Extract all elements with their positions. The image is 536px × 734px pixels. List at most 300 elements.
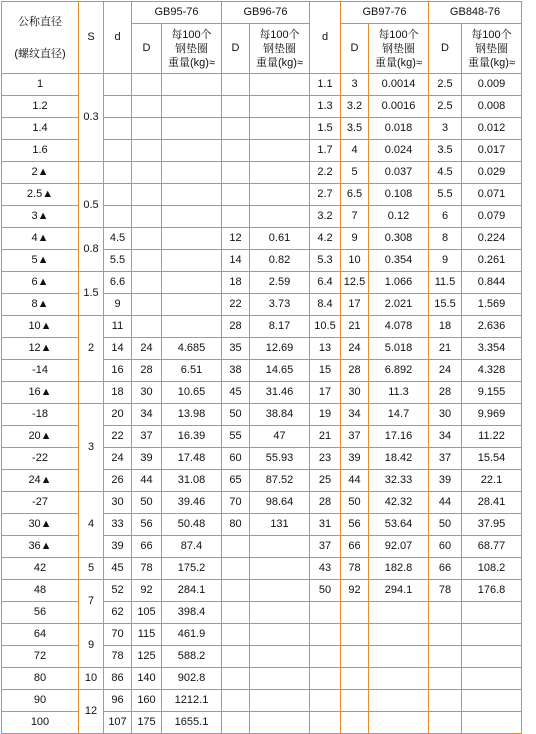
d-cell (104, 118, 132, 140)
gb848-D-cell: 4.5 (429, 162, 462, 184)
gb97-weight-cell: 0.024 (369, 140, 429, 162)
gb848-weight-cell: 0.009 (462, 74, 522, 96)
table-row (2, 404, 522, 426)
gb95-weight-cell (162, 118, 222, 140)
s-cell: 5 (79, 558, 104, 580)
d-cell: 16 (104, 360, 132, 382)
d-cell: 9 (104, 294, 132, 316)
d2-cell: 19 (310, 404, 341, 426)
table-row (2, 184, 522, 206)
gb97-D-cell (341, 646, 369, 668)
table-row (2, 162, 522, 184)
gb95-D-cell: 30 (132, 382, 162, 404)
gb848-D-cell: 5.5 (429, 184, 462, 206)
gb95-D-cell: 78 (132, 558, 162, 580)
gb97-weight-cell: 0.12 (369, 206, 429, 228)
d-cell: 5.5 (104, 250, 132, 272)
gb96-weight-cell: 38.84 (250, 404, 310, 426)
gb97-D-cell: 9 (341, 228, 369, 250)
d2-cell: 8.4 (310, 294, 341, 316)
table-row (2, 558, 522, 580)
d-cell: 33 (104, 514, 132, 536)
nominal-diameter-cell: 4▲ (2, 228, 79, 250)
gb95-weight-cell: 1212.1 (162, 690, 222, 712)
gb95-weight-cell (162, 184, 222, 206)
gb95-D-cell (132, 316, 162, 338)
nominal-diameter-cell: 2▲ (2, 162, 79, 184)
d2-cell (310, 712, 341, 734)
gb97-D-cell: 12.5 (341, 272, 369, 294)
gb848-D-cell (429, 690, 462, 712)
nominal-diameter-cell: 42 (2, 558, 79, 580)
d-cell: 96 (104, 690, 132, 712)
d-cell: 62 (104, 602, 132, 624)
gb95-weight-cell: 284.1 (162, 580, 222, 602)
gb97-weight-cell: 11.3 (369, 382, 429, 404)
gb97-weight-cell: 17.16 (369, 426, 429, 448)
s-cell: 1.5 (79, 272, 104, 316)
s-cell (79, 382, 104, 404)
s-cell: 7 (79, 580, 104, 624)
nominal-diameter-cell: -27 (2, 492, 79, 514)
gb848-D-cell: 24 (429, 360, 462, 382)
d-cell: 39 (104, 536, 132, 558)
gb96-weight-cell: 12.69 (250, 338, 310, 360)
thread-diameter-label: (螺纹直径) (14, 47, 66, 60)
gb96-D-cell (222, 184, 250, 206)
d2-cell: 10.5 (310, 316, 341, 338)
d-cell: 52 (104, 580, 132, 602)
gb96-weight-cell (250, 206, 310, 228)
gb96-D-cell (222, 118, 250, 140)
gb848-weight-cell: 9.969 (462, 404, 522, 426)
gb96-D-cell (222, 536, 250, 558)
gb848-D-cell: 6 (429, 206, 462, 228)
nominal-diameter-cell: 12▲ (2, 338, 79, 360)
gb96-D-cell: 70 (222, 492, 250, 514)
nominal-diameter-cell: 20▲ (2, 426, 79, 448)
gb95-D-cell: 50 (132, 492, 162, 514)
s-cell: 10 (79, 668, 104, 690)
gb95-D-cell (132, 228, 162, 250)
gb848-weight-cell: 4.328 (462, 360, 522, 382)
gb848-weight-cell (462, 690, 522, 712)
gb97-weight-cell (369, 712, 429, 734)
gb97-D-cell: 30 (341, 382, 369, 404)
gb95-D-cell (132, 206, 162, 228)
nominal-diameter-cell: 1.6 (2, 140, 79, 162)
gb97-weight-cell: 92.07 (369, 536, 429, 558)
d-cell (104, 140, 132, 162)
gb95-D-cell (132, 162, 162, 184)
gb97-D-cell (341, 602, 369, 624)
gb95-weight-cell: 31.08 (162, 470, 222, 492)
gb96-D-cell (222, 580, 250, 602)
gb96-weight-cell (250, 96, 310, 118)
gb848-weight-cell: 0.017 (462, 140, 522, 162)
d2-cell: 6.4 (310, 272, 341, 294)
gb95-weight-cell (162, 96, 222, 118)
gb95-weight-cell: 461.9 (162, 624, 222, 646)
nominal-diameter-label: 公称直径 (18, 15, 62, 28)
d-cell (104, 162, 132, 184)
d2-cell: 4.2 (310, 228, 341, 250)
gb95-D-cell: 125 (132, 646, 162, 668)
nominal-diameter-cell: 1.4 (2, 118, 79, 140)
d2-cell: 28 (310, 492, 341, 514)
gb97-weight-cell: 0.354 (369, 250, 429, 272)
d-cell (104, 184, 132, 206)
gb95-D-cell: 39 (132, 448, 162, 470)
gb97-weight-cell: 53.64 (369, 514, 429, 536)
nominal-diameter-header (2, 2, 79, 74)
gb95-weight-cell (162, 316, 222, 338)
gb848-weight-cell: 0.261 (462, 250, 522, 272)
table-row (2, 272, 522, 294)
gb95-D-cell: 115 (132, 624, 162, 646)
gb96-D-cell: 55 (222, 426, 250, 448)
d-header: d (104, 2, 132, 74)
d2-cell: 23 (310, 448, 341, 470)
gb96-weight-cell: 31.46 (250, 382, 310, 404)
d2-cell (310, 624, 341, 646)
gb95-D-cell (132, 250, 162, 272)
gb97-D-cell (341, 624, 369, 646)
gb96-weight-cell: 2.59 (250, 272, 310, 294)
gb95-weight-cell: 588.2 (162, 646, 222, 668)
d-cell: 20 (104, 404, 132, 426)
gb95-D-cell: 37 (132, 426, 162, 448)
gb848-D-cell (429, 712, 462, 734)
gb848-weight-cell: 108.2 (462, 558, 522, 580)
gb95-D-cell (132, 294, 162, 316)
d-cell: 26 (104, 470, 132, 492)
gb96-D-cell (222, 162, 250, 184)
s-cell: 4 (79, 492, 104, 558)
gb848-D-cell: 34 (429, 426, 462, 448)
nominal-diameter-cell: 100 (2, 712, 79, 734)
gb97-weight-cell: 4.078 (369, 316, 429, 338)
gb96-D-cell (222, 624, 250, 646)
gb848-D-cell: 3.5 (429, 140, 462, 162)
gb97-D-cell: 50 (341, 492, 369, 514)
d2-cell: 50 (310, 580, 341, 602)
gb96-D-cell: 14 (222, 250, 250, 272)
gb96-weight-header: 每100个 钢垫圈 重量(kg)≈ (250, 24, 310, 74)
gb96-D-cell: 28 (222, 316, 250, 338)
nominal-diameter-cell: -18 (2, 404, 79, 426)
d2-cell: 15 (310, 360, 341, 382)
gb97-D-cell: 3 (341, 74, 369, 96)
gb97-D-cell: 3.5 (341, 118, 369, 140)
gb95-D-cell: 105 (132, 602, 162, 624)
gb97-D-cell: 56 (341, 514, 369, 536)
washer-spec-table (1, 1, 522, 734)
gb97-D-cell (341, 690, 369, 712)
gb848-D-cell: 9 (429, 250, 462, 272)
s-cell: 0.3 (79, 74, 104, 162)
gb96-weight-cell (250, 668, 310, 690)
gb848-D-cell (429, 646, 462, 668)
gb95-weight-header: 每100个 钢垫圈 重量(kg)≈ (162, 24, 222, 74)
gb97-D-cell: 28 (341, 360, 369, 382)
gb848-weight-cell: 11.22 (462, 426, 522, 448)
gb848-weight-cell: 0.071 (462, 184, 522, 206)
gb848-weight-cell: 22.1 (462, 470, 522, 492)
gb96-D-header: D (222, 24, 250, 74)
gb848-weight-cell: 176.8 (462, 580, 522, 602)
d2-cell: 17 (310, 382, 341, 404)
gb97-D-cell: 5 (341, 162, 369, 184)
table-row (2, 228, 522, 250)
gb848-header: GB848-76 (429, 2, 522, 24)
gb848-D-cell: 2.5 (429, 96, 462, 118)
gb97-weight-cell (369, 602, 429, 624)
gb96-weight-cell (250, 162, 310, 184)
gb96-weight-cell: 8.17 (250, 316, 310, 338)
gb97-weight-cell: 6.892 (369, 360, 429, 382)
d2-cell: 25 (310, 470, 341, 492)
gb848-weight-cell (462, 646, 522, 668)
gb96-weight-cell (250, 558, 310, 580)
gb97-D-cell: 66 (341, 536, 369, 558)
nominal-diameter-cell: 10▲ (2, 316, 79, 338)
gb848-weight-cell: 9.155 (462, 382, 522, 404)
gb95-D-cell (132, 184, 162, 206)
gb96-weight-cell (250, 74, 310, 96)
d2-cell: 43 (310, 558, 341, 580)
gb848-D-cell: 15.5 (429, 294, 462, 316)
gb848-D-cell: 30 (429, 404, 462, 426)
gb97-weight-cell: 0.0014 (369, 74, 429, 96)
s-cell: 9 (79, 624, 104, 668)
nominal-diameter-cell: 3▲ (2, 206, 79, 228)
d2-cell: 1.1 (310, 74, 341, 96)
gb848-weight-cell: 37.95 (462, 514, 522, 536)
gb96-weight-cell: 87.52 (250, 470, 310, 492)
gb97-D-cell: 92 (341, 580, 369, 602)
gb848-weight-cell: 0.008 (462, 96, 522, 118)
gb96-weight-cell: 55.93 (250, 448, 310, 470)
gb96-D-cell (222, 206, 250, 228)
gb97-D-cell: 39 (341, 448, 369, 470)
nominal-diameter-cell: 8▲ (2, 294, 79, 316)
d-cell (104, 206, 132, 228)
table-row (2, 316, 522, 338)
s-cell (79, 162, 104, 184)
gb97-weight-cell: 182.8 (369, 558, 429, 580)
nominal-diameter-cell: 2.5▲ (2, 184, 79, 206)
gb848-weight-cell: 0.012 (462, 118, 522, 140)
d-cell: 78 (104, 646, 132, 668)
gb95-D-cell: 160 (132, 690, 162, 712)
d-cell: 107 (104, 712, 132, 734)
gb848-D-cell: 50 (429, 514, 462, 536)
gb848-weight-cell (462, 624, 522, 646)
gb95-weight-cell (162, 162, 222, 184)
gb95-D-cell (132, 74, 162, 96)
nominal-diameter-cell: -22 (2, 448, 79, 470)
gb97-weight-header: 每100个 钢垫圈 重量(kg)≈ (369, 24, 429, 74)
d-header-2: d (310, 2, 341, 74)
gb96-D-cell (222, 74, 250, 96)
gb96-weight-cell (250, 624, 310, 646)
gb95-D-header: D (132, 24, 162, 74)
gb848-weight-cell (462, 712, 522, 734)
gb95-weight-cell: 16.39 (162, 426, 222, 448)
gb95-weight-cell: 39.46 (162, 492, 222, 514)
gb848-weight-cell: 3.354 (462, 338, 522, 360)
d2-cell (310, 668, 341, 690)
d-cell (104, 96, 132, 118)
d2-cell: 3.2 (310, 206, 341, 228)
nominal-diameter-cell: 90 (2, 690, 79, 712)
gb848-weight-cell: 1.569 (462, 294, 522, 316)
gb97-weight-cell: 1.066 (369, 272, 429, 294)
gb848-weight-cell (462, 602, 522, 624)
gb96-D-cell (222, 96, 250, 118)
gb97-D-cell: 78 (341, 558, 369, 580)
table-row (2, 580, 522, 602)
gb96-weight-cell (250, 690, 310, 712)
gb95-D-cell: 44 (132, 470, 162, 492)
gb848-D-cell: 66 (429, 558, 462, 580)
d2-cell: 37 (310, 536, 341, 558)
gb96-weight-cell: 3.73 (250, 294, 310, 316)
gb95-D-cell: 34 (132, 404, 162, 426)
gb97-weight-cell (369, 624, 429, 646)
gb97-header: GB97-76 (341, 2, 429, 24)
d2-cell: 1.5 (310, 118, 341, 140)
table-row (2, 668, 522, 690)
nominal-diameter-cell: 64 (2, 624, 79, 646)
d2-cell: 21 (310, 426, 341, 448)
gb97-weight-cell (369, 668, 429, 690)
gb97-D-cell: 3.2 (341, 96, 369, 118)
gb95-D-cell: 140 (132, 668, 162, 690)
gb95-weight-cell: 398.4 (162, 602, 222, 624)
s-cell: 0.8 (79, 228, 104, 272)
gb97-D-cell: 37 (341, 426, 369, 448)
gb95-weight-cell: 13.98 (162, 404, 222, 426)
d2-cell: 2.7 (310, 184, 341, 206)
gb95-weight-cell (162, 228, 222, 250)
gb97-D-cell (341, 712, 369, 734)
gb96-D-cell (222, 140, 250, 162)
gb96-D-cell: 60 (222, 448, 250, 470)
gb97-weight-cell: 14.7 (369, 404, 429, 426)
gb97-weight-cell (369, 690, 429, 712)
gb97-D-cell: 17 (341, 294, 369, 316)
gb95-weight-cell: 50.48 (162, 514, 222, 536)
d2-cell (310, 602, 341, 624)
gb97-weight-cell: 0.108 (369, 184, 429, 206)
gb95-weight-cell (162, 206, 222, 228)
d-cell: 30 (104, 492, 132, 514)
nominal-diameter-cell: 5▲ (2, 250, 79, 272)
nominal-diameter-cell: 48 (2, 580, 79, 602)
gb95-weight-cell: 10.65 (162, 382, 222, 404)
gb96-weight-cell: 47 (250, 426, 310, 448)
gb96-weight-cell (250, 712, 310, 734)
d2-cell: 13 (310, 338, 341, 360)
gb95-D-cell (132, 272, 162, 294)
s-cell: 12 (79, 690, 104, 734)
d2-cell: 5.3 (310, 250, 341, 272)
gb848-D-cell (429, 602, 462, 624)
gb96-weight-cell (250, 536, 310, 558)
gb97-D-cell: 24 (341, 338, 369, 360)
gb96-weight-cell (250, 184, 310, 206)
gb96-D-cell: 35 (222, 338, 250, 360)
nominal-diameter-cell: 80 (2, 668, 79, 690)
d2-cell (310, 690, 341, 712)
d-cell (104, 74, 132, 96)
gb96-D-cell: 22 (222, 294, 250, 316)
gb96-weight-cell: 98.64 (250, 492, 310, 514)
gb97-D-cell: 34 (341, 404, 369, 426)
gb97-D-cell: 7 (341, 206, 369, 228)
gb848-weight-cell: 15.54 (462, 448, 522, 470)
gb96-D-cell (222, 668, 250, 690)
gb848-D-cell (429, 668, 462, 690)
gb95-weight-cell: 17.48 (162, 448, 222, 470)
gb97-D-cell: 4 (341, 140, 369, 162)
gb848-D-cell: 3 (429, 118, 462, 140)
d-cell: 6.6 (104, 272, 132, 294)
gb848-weight-cell: 0.079 (462, 206, 522, 228)
gb95-D-cell: 66 (132, 536, 162, 558)
nominal-diameter-cell: 36▲ (2, 536, 79, 558)
gb96-D-cell: 65 (222, 470, 250, 492)
gb95-D-cell: 56 (132, 514, 162, 536)
gb96-weight-cell (250, 140, 310, 162)
gb96-weight-cell (250, 646, 310, 668)
gb95-D-cell (132, 118, 162, 140)
nominal-diameter-cell: 72 (2, 646, 79, 668)
gb848-D-header: D (429, 24, 462, 74)
gb97-weight-cell: 2.021 (369, 294, 429, 316)
gb848-D-cell: 37 (429, 448, 462, 470)
gb96-D-cell (222, 712, 250, 734)
gb95-weight-cell: 87.4 (162, 536, 222, 558)
gb96-weight-cell: 131 (250, 514, 310, 536)
gb848-weight-cell: 68.77 (462, 536, 522, 558)
gb96-weight-cell (250, 580, 310, 602)
gb96-weight-cell (250, 118, 310, 140)
gb95-weight-cell: 902.8 (162, 668, 222, 690)
gb848-weight-header: 每100个 钢垫圈 重量(kg)≈ (462, 24, 522, 74)
d-cell: 45 (104, 558, 132, 580)
gb848-D-cell: 39 (429, 470, 462, 492)
d2-cell: 1.7 (310, 140, 341, 162)
gb96-D-cell: 38 (222, 360, 250, 382)
gb95-weight-cell: 6.51 (162, 360, 222, 382)
s-cell: 0.5 (79, 184, 104, 228)
nominal-diameter-cell: 6▲ (2, 272, 79, 294)
gb95-weight-cell (162, 250, 222, 272)
nominal-diameter-cell: 24▲ (2, 470, 79, 492)
gb95-D-cell: 24 (132, 338, 162, 360)
gb848-D-cell: 44 (429, 492, 462, 514)
gb96-D-cell (222, 558, 250, 580)
gb848-weight-cell: 28.41 (462, 492, 522, 514)
gb97-weight-cell: 32.33 (369, 470, 429, 492)
gb848-D-cell: 8 (429, 228, 462, 250)
gb848-D-cell (429, 624, 462, 646)
nominal-diameter-cell: 16▲ (2, 382, 79, 404)
gb848-weight-cell: 0.224 (462, 228, 522, 250)
